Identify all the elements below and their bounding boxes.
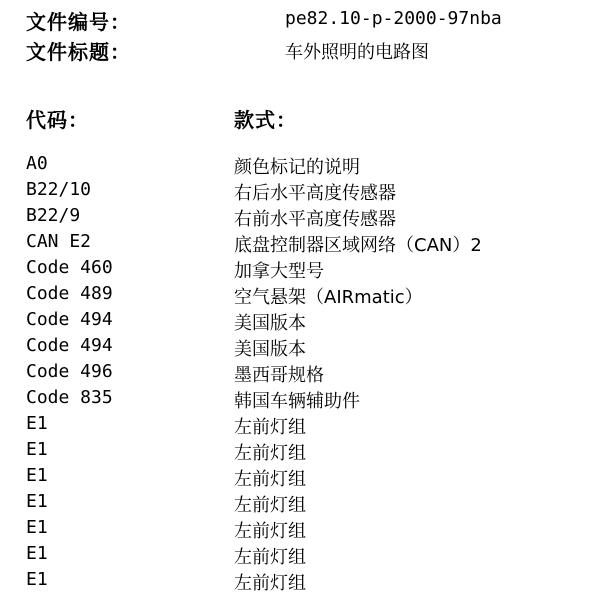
item-code: Code 494 [26, 335, 113, 356]
item-code: E1 [26, 543, 48, 564]
style-column-header: 款式： [234, 108, 297, 132]
item-description: 左前灯组 [234, 469, 306, 490]
item-description: 左前灯组 [234, 495, 306, 516]
item-description: 韩国车辆辅助件 [234, 391, 360, 412]
code-list [26, 152, 596, 594]
item-description: 左前灯组 [234, 417, 306, 438]
list-item [26, 386, 596, 412]
list-item [26, 256, 596, 282]
item-code: Code 489 [26, 283, 113, 304]
list-item [26, 334, 596, 360]
item-description: 右前水平高度传感器 [234, 209, 396, 230]
list-item [26, 464, 596, 490]
item-code: E1 [26, 465, 48, 486]
item-code: B22/9 [26, 205, 81, 226]
item-description: 加拿大型号 [234, 261, 324, 282]
item-description: 左前灯组 [234, 443, 306, 464]
item-code: E1 [26, 517, 48, 538]
list-item [26, 282, 596, 308]
item-code: CAN E2 [26, 231, 92, 252]
item-description: 左前灯组 [234, 573, 306, 594]
list-item [26, 542, 596, 568]
item-code: E1 [26, 413, 48, 434]
item-description: 底盘控制器区域网络（CAN）2 [234, 235, 482, 256]
list-item [26, 308, 596, 334]
item-code: A0 [26, 153, 48, 174]
item-description: 空气悬架（AIRmatic） [234, 287, 423, 308]
list-item [26, 152, 596, 178]
item-description: 左前灯组 [234, 521, 306, 542]
item-description: 颜色标记的说明 [234, 157, 360, 178]
item-description: 美国版本 [234, 339, 306, 360]
code-column-header: 代码： [26, 108, 89, 132]
list-item [26, 230, 596, 256]
item-code: E1 [26, 491, 48, 512]
doc-title-value: 车外照明的电路图 [285, 42, 429, 63]
doc-number-value: pe82.10-p-2000-97nba [285, 8, 502, 29]
item-code: Code 835 [26, 387, 113, 408]
list-item [26, 412, 596, 438]
list-item [26, 360, 596, 386]
item-code: Code 496 [26, 361, 113, 382]
item-description: 美国版本 [234, 313, 306, 334]
item-code: E1 [26, 439, 48, 460]
item-code: E1 [26, 569, 48, 590]
item-description: 右后水平高度传感器 [234, 183, 396, 204]
list-item [26, 568, 596, 594]
list-item [26, 516, 596, 542]
item-description: 墨西哥规格 [234, 365, 324, 386]
doc-number-label: 文件编号： [26, 10, 131, 34]
list-item [26, 204, 596, 230]
doc-title-label: 文件标题： [26, 40, 131, 64]
list-item [26, 438, 596, 464]
doc-title-row [26, 36, 586, 64]
list-item [26, 178, 596, 204]
item-code: Code 494 [26, 309, 113, 330]
doc-number-row [26, 6, 586, 34]
item-description: 左前灯组 [234, 547, 306, 568]
list-item [26, 490, 596, 516]
item-code: Code 460 [26, 257, 113, 278]
item-code: B22/10 [26, 179, 92, 200]
table-header [26, 104, 586, 132]
